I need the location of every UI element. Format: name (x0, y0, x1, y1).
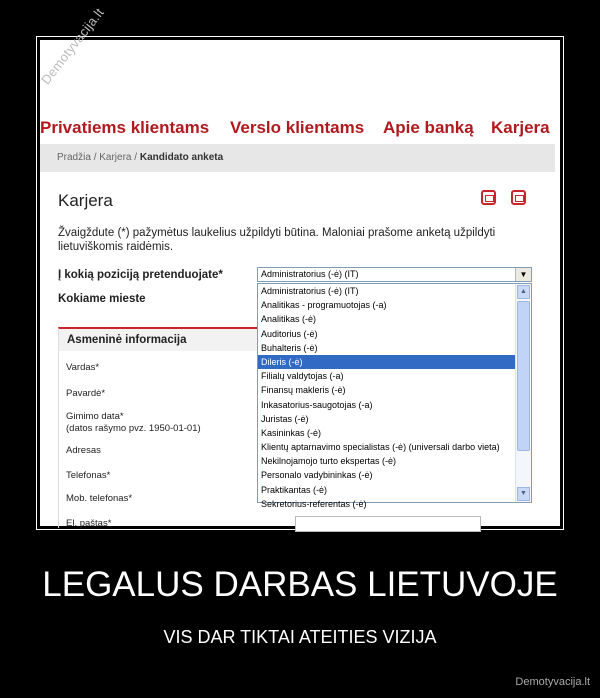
screenshot-area (38, 4, 560, 529)
breadcrumb (57, 152, 223, 163)
dropdown-option[interactable]: Buhalteris (-ė) (261, 342, 318, 353)
nav-item-about[interactable]: Apie banką (383, 118, 474, 137)
dropdown-option[interactable]: Juristas (-ė) (261, 413, 309, 424)
dropdown-option[interactable]: Nekilnojamojo turto ekspertas (-ė) (261, 456, 397, 467)
scroll-thumb[interactable] (517, 301, 530, 451)
print-icon[interactable] (511, 190, 526, 205)
dropdown-option[interactable]: Finansų makleris (-ė) (261, 385, 346, 396)
birth-date-label: Gimimo data* (66, 411, 124, 422)
dropdown-scrollbar[interactable] (515, 284, 531, 502)
position-dropdown-list[interactable] (257, 283, 532, 509)
breadcrumb-current: Kandidato anketa (139, 152, 224, 163)
dropdown-option[interactable]: Klientų aptarnavimo specialistas (-ė) (universali darbo vieta) (261, 442, 500, 453)
page-title: Karjera (58, 191, 113, 210)
top-navigation (40, 118, 560, 138)
breadcrumb-separator: / (134, 152, 138, 163)
position-select[interactable] (257, 267, 532, 282)
email-label: El. paštas* (66, 518, 112, 529)
birth-date-hint: (datos rašymo pvz. 1950-01-01) (66, 423, 201, 434)
dropdown-option[interactable]: Kasininkas (-ė) (261, 427, 322, 438)
required-notice: Žvaigždute (*) pažymėtus laukelius užpildyti būtina. Maloniai prašome anketą užpildyti lietuviškomis raidėmis. (58, 227, 496, 253)
position-label: Į kokią poziciją pretenduojate* (58, 269, 223, 281)
scroll-up-icon[interactable]: ▲ (517, 285, 530, 299)
scroll-down-icon[interactable]: ▼ (517, 487, 530, 501)
chevron-down-icon[interactable]: ▼ (515, 268, 531, 281)
mobile-label: Mob. telefonas* (66, 493, 133, 504)
breadcrumb-separator: / (93, 152, 97, 163)
breadcrumb-home[interactable]: Pradžia (57, 152, 91, 163)
nav-item-private[interactable]: Privatiems klientams (40, 118, 210, 137)
city-label: Kokiame mieste (58, 293, 146, 305)
dropdown-option[interactable]: Praktikantas (-ė) (261, 484, 328, 495)
dropdown-option[interactable]: Analitikas - programuotojas (-a) (261, 300, 387, 311)
section-title: Asmeninė informacija (67, 334, 187, 346)
email-icon[interactable] (481, 190, 496, 205)
name-label: Vardas* (66, 362, 100, 373)
dropdown-option[interactable]: Personalo vadybininkas (-ė) (261, 470, 373, 481)
site-credit: Demotyvacija.lt (515, 676, 590, 688)
dropdown-option[interactable]: Analitikas (-ė) (261, 314, 317, 325)
nav-item-career[interactable]: Karjera (491, 118, 550, 137)
dropdown-option[interactable]: Auditorius (-ė) (261, 328, 318, 339)
address-label: Adresas (66, 445, 101, 456)
position-select-value: Administratorius (-ė) (IT) (261, 269, 359, 279)
dropdown-option[interactable]: Filialų valdytojas (-a) (261, 371, 344, 382)
dropdown-option[interactable]: Inkasatorius-saugotojas (-a) (261, 399, 373, 410)
phone-label: Telefonas* (66, 470, 111, 481)
dropdown-option[interactable]: Sekretorius-referentas (-ė) (261, 498, 367, 509)
breadcrumb-section[interactable]: Karjera (99, 152, 132, 163)
poster-title: LEGALUS DARBAS LIETUVOJE (42, 565, 558, 604)
nav-item-business[interactable]: Verslo klientams (230, 118, 365, 137)
breadcrumb-bar (40, 144, 555, 172)
watermark-text: Demotyvacija.lt (38, 4, 107, 88)
dropdown-option[interactable]: Dileris (-ė) (258, 355, 531, 369)
surname-label: Pavardė* (66, 388, 106, 399)
email-field[interactable] (295, 516, 481, 532)
poster-subtitle: VIS DAR TIKTAI ATEITIES VIZIJA (163, 627, 437, 647)
dropdown-option[interactable]: Administratorius (-ė) (IT) (261, 286, 359, 296)
section-header (59, 329, 258, 351)
